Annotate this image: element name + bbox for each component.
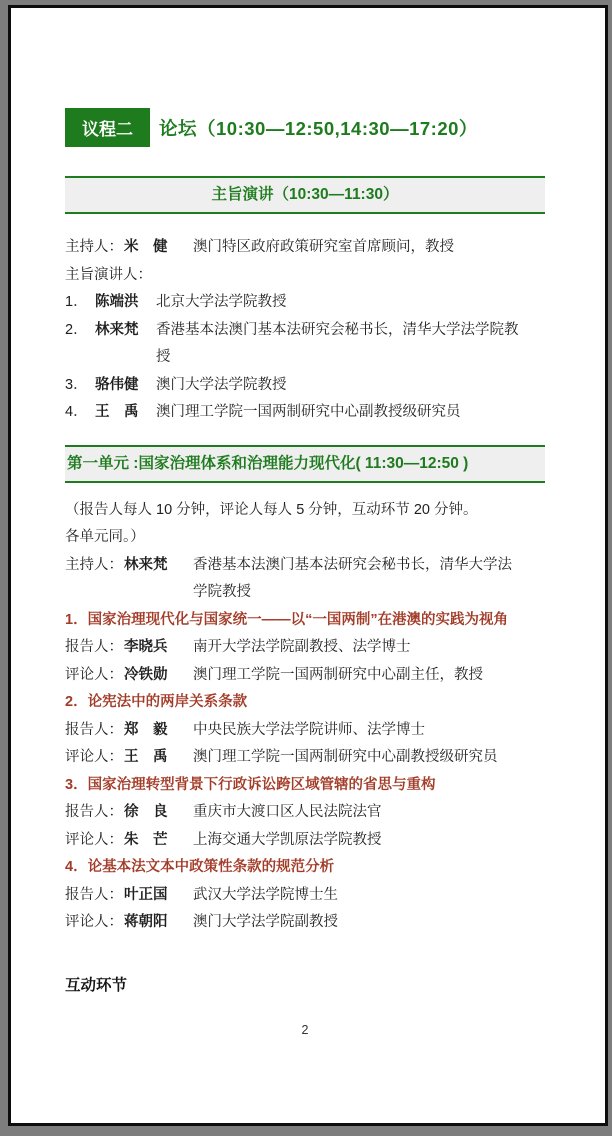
commenter-name: 王 禹	[124, 749, 168, 765]
commenter-row	[65, 909, 545, 937]
page-number: 2	[301, 1022, 309, 1037]
commenter-label: 评论人：	[65, 666, 123, 683]
speaker-desc: 香港基本法澳门基本法研究会秘书长，清华大学法学院教授	[156, 321, 519, 365]
agenda-title: 论坛（10:30—12:50,14:30—17:20）	[159, 117, 478, 139]
host-name: 林来梵	[124, 556, 168, 573]
unit1-body	[65, 497, 545, 937]
interaction-heading: 互动环节	[65, 976, 128, 994]
unit-note-line1: （报告人每人 10 分钟，评论人每人 5 分钟，互动环节 20 分钟。	[65, 501, 478, 518]
commenter-row	[65, 827, 545, 855]
reporter-desc: 南开大学法学院副教授、法学博士	[193, 639, 411, 655]
commenter-row	[65, 744, 545, 772]
commenter-label: 评论人：	[65, 914, 123, 930]
reporter-label: 报告人：	[65, 639, 123, 655]
reporter-desc: 武汉大学法学院博士生	[193, 886, 338, 903]
keynote-speaker-row	[65, 317, 545, 372]
keynote-body	[65, 234, 545, 427]
paper-title: 3．国家治理转型背景下行政诉讼跨区域管辖的省思与重构	[65, 776, 436, 793]
keynote-speaker-row	[65, 289, 545, 317]
keynote-speaker-row	[65, 399, 545, 427]
speaker-number: 4．	[65, 404, 88, 420]
commenter-label: 评论人：	[65, 831, 123, 848]
paper-title: 1．国家治理现代化与国家统一——以“一国两制”在港澳的实践为视角	[65, 611, 509, 628]
reporter-row	[65, 634, 545, 662]
commenter-name: 蒋朝阳	[124, 914, 168, 930]
reporter-name: 徐 良	[124, 804, 168, 820]
unit1-section-bar: 第一单元 :国家治理体系和治理能力现代化( 11:30—12:50 )	[65, 445, 545, 483]
speaker-name: 王 禹	[95, 404, 139, 420]
unit-note-line2: 各单元同。）	[65, 529, 145, 545]
reporter-desc: 重庆市大渡口区人民法院法官	[193, 804, 382, 820]
reporter-label: 报告人：	[65, 886, 123, 903]
reporter-row	[65, 882, 545, 910]
reporter-label: 报告人：	[65, 804, 123, 820]
reporter-name: 郑 毅	[124, 721, 168, 738]
speaker-name: 骆伟健	[95, 376, 139, 393]
keynote-speaker-row	[65, 372, 545, 400]
document-page	[8, 5, 608, 1126]
host-label: 主持人：	[65, 556, 123, 573]
reporter-desc: 中央民族大学法学院讲师、法学博士	[193, 721, 425, 738]
commenter-desc: 澳门大学法学院副教授	[193, 914, 338, 930]
paper-title: 4．论基本法文本中政策性条款的规范分析	[65, 859, 335, 875]
speaker-name: 陈端洪	[95, 294, 139, 310]
speaker-desc: 澳门大学法学院教授	[156, 376, 287, 393]
reporter-label: 报告人：	[65, 721, 123, 738]
speaker-desc: 北京大学法学院教授	[156, 294, 287, 310]
commenter-desc: 澳门理工学院一国两制研究中心副主任，教授	[193, 666, 483, 683]
speaker-name: 林来梵	[95, 321, 139, 338]
paper-title: 2．论宪法中的两岸关系条款	[65, 694, 248, 710]
speaker-number: 1．	[65, 294, 88, 310]
reporter-name: 叶正国	[124, 886, 168, 903]
commenter-name: 冷铁勋	[124, 666, 168, 683]
commenter-label: 评论人：	[65, 749, 123, 765]
commenter-row	[65, 662, 545, 690]
reporter-row	[65, 717, 545, 745]
host-label: 主持人：	[65, 239, 123, 255]
host-desc: 香港基本法澳门基本法研究会秘书长，清华大学法学院教授	[193, 556, 512, 600]
speaker-desc: 澳门理工学院一国两制研究中心副教授级研究员	[156, 404, 461, 420]
speaker-number: 3．	[65, 376, 88, 393]
speaker-number: 2．	[65, 321, 88, 338]
reporter-row	[65, 799, 545, 827]
agenda-badge: 议程二	[65, 108, 150, 147]
speakers-label: 主旨演讲人：	[65, 266, 152, 283]
host-name: 米 健	[124, 239, 168, 255]
commenter-name: 朱 芒	[124, 831, 168, 848]
host-desc: 澳门特区政府政策研究室首席顾问，教授	[193, 239, 454, 255]
reporter-name: 李晓兵	[124, 639, 168, 655]
keynote-section-bar: 主旨演讲（10:30—11:30）	[65, 176, 545, 214]
keynote-host-row	[65, 234, 545, 262]
agenda-header	[65, 108, 545, 147]
commenter-desc: 上海交通大学凯原法学院教授	[193, 831, 382, 848]
unit1-host-row	[65, 552, 545, 607]
commenter-desc: 澳门理工学院一国两制研究中心副教授级研究员	[193, 749, 498, 765]
page-content	[65, 108, 545, 1037]
